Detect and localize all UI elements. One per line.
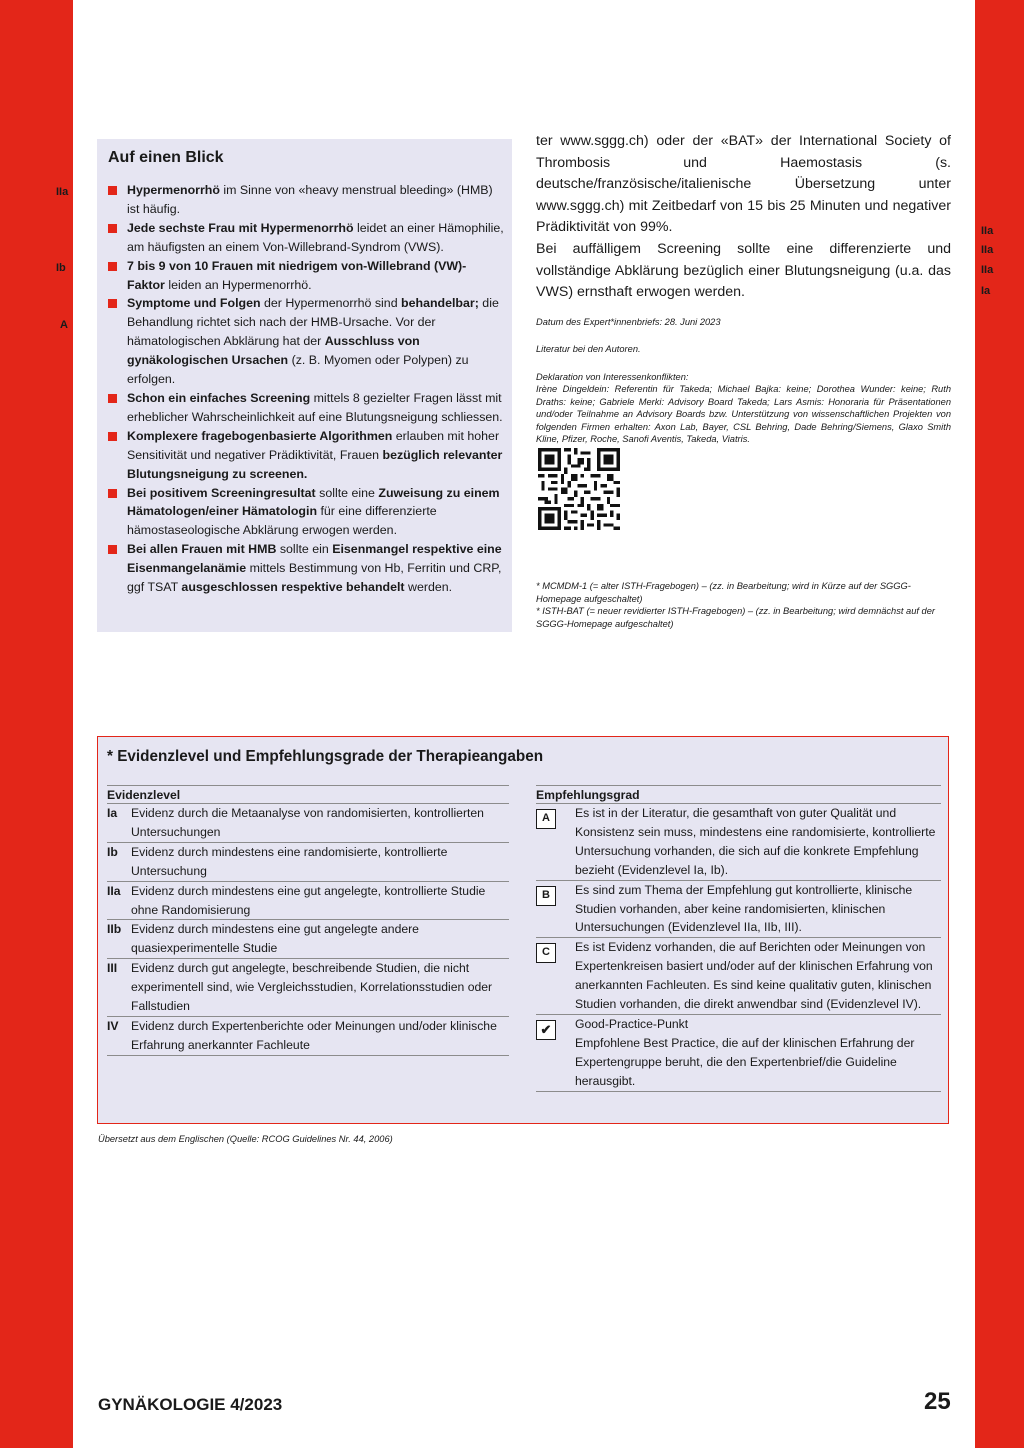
- list-item: Symptome und Folgen der Hypermenorrhö sind behandelbar; die Behandlung richtet sich nach der HMB-Ursache. Vor der hämatologischen Abklärung hat der Ausschluss von gynäkologischen Ursachen (z. B. Myomen oder Polypen) zu erfolgen.: [108, 294, 504, 389]
- table-row: C Es ist Evidenz vorhanden, die auf Berichten oder Meinungen von Expertenkreisen basiert und/oder auf der klinischen Erfahrung von anerkannten Fachleuten. Es sind keine qualitativ guten, klinischen Studien vorhanden, die direkt anwendbar sind (Evidenzlevel IV).: [536, 938, 941, 1015]
- table-row: IIa Evidenz durch mindestens eine gut angelegte, kontrollierte Studie ohne Randomisierung: [107, 882, 509, 921]
- declaration-text: Irène Dingeldein: Referentin für Takeda; Michael Bajka: keine; Dorothea Wunder: keine; Ruth Draths: keine; Gabriele Merki: Advisory Board Takeda; Lars Asmis: Honoraria für Präsentationen und/oder Teilnahme an Advisory Boards bzw. Unterstützung von wissenschaftlichen Projekten von folgenden Firmen erhalten: Axon Lab, Bayer, CSL Behring, Dade Behring/Siemens, Glaxo Smith Kline, Pfizer, Roche, Sanofi Aventis, Takeda, Viatris.: [536, 384, 951, 445]
- table-row: B Es sind zum Thema der Empfehlung gut kontrollierte, klinische Studien vorhanden, aber keine randomisierten, klinischen Untersuchungen (Evidenzlevel IIa, IIb, III).: [536, 881, 941, 939]
- evidence-caption: Übersetzt aus dem Englischen (Quelle: RCOG Guidelines Nr. 44, 2006): [98, 1134, 393, 1144]
- qr-code-icon[interactable]: [538, 448, 620, 530]
- bullet-square-icon: [108, 299, 117, 308]
- recommendation-grades-column: [536, 785, 941, 1092]
- list-item: Hypermenorrhö im Sinne von «heavy menstrual bleeding» (HMB) ist häufig.: [108, 181, 504, 219]
- bullet-square-icon: [108, 489, 117, 498]
- journal-footer: GYNÄKOLOGIE 4/2023: [98, 1395, 283, 1414]
- list-item: Komplexere fragebogenbasierte Algorithmen erlauben mit hoher Sensitivität und negativer Prädiktivität, Frauen bezüglich relevanter Blutungsneigung zu screenen.: [108, 427, 504, 484]
- recommendation-grades-header: Empfehlungsgrad: [536, 785, 941, 804]
- body-paragraph: Bei auffälligem Screening sollte eine differenzierte und vollständige Abklärung bezüglich einer Blutungsneigung (u.a. das VWS) ernsthaft erwogen werden.: [536, 240, 951, 301]
- summary-list: [108, 181, 504, 597]
- margin-tag: IIa: [56, 186, 69, 198]
- bullet-square-icon: [108, 394, 117, 403]
- table-row: Ib Evidenz durch mindestens eine randomisierte, kontrollierte Untersuchung: [107, 843, 509, 882]
- grade-badge: B: [536, 886, 556, 906]
- page-number: 25: [924, 1388, 951, 1415]
- table-row: ✔ Good-Practice-Punkt Empfohlene Best Practice, die auf der klinischen Erfahrung der Expertengruppe beruht, die den Expertenbrief/die Guideline herausgibt.: [536, 1015, 941, 1092]
- margin-tag: IIa: [981, 225, 994, 237]
- declaration-title: Deklaration von Interessenkonflikten:: [536, 371, 689, 382]
- footnote: * MCMDM-1 (= alter ISTH-Fragebogen) – (zz. in Bearbeitung; wird in Kürze auf der SGGG-Homepage aufgeschaltet): [536, 581, 911, 604]
- list-item: Bei positivem Screeningresultat sollte eine Zuweisung zu einem Hämatologen/einer Hämatologin für eine differenzierte hämostaseologische Abklärung erwogen werden.: [108, 484, 504, 541]
- margin-tag: Ia: [981, 285, 991, 297]
- body-paragraph: ter www.sggg.ch) oder der «BAT» der International Society of Thrombosis und Haemostasis (s. deutsche/französische/italienische Übersetzung unter www.sggg.ch) mit Zeitbedarf von 15 bis 25 Minuten und negativer Prädiktivität von 99%.: [536, 133, 951, 236]
- right-color-bar: [975, 0, 1024, 1448]
- bullet-square-icon: [108, 432, 117, 441]
- table-row: III Evidenz durch gut angelegte, beschreibende Studien, die nicht experimentell sind, wie Vergleichsstudien, Korrelationsstudien oder Fallstudien: [107, 959, 509, 1017]
- list-item: Schon ein einfaches Screening mittels 8 gezielter Fragen lässt mit erheblicher Wahrscheinlichkeit auf eine Blutungsneigung schliessen.: [108, 389, 504, 427]
- bullet-square-icon: [108, 545, 117, 554]
- footnotes: [536, 580, 951, 630]
- footnote: * ISTH-BAT (= neuer revidierter ISTH-Fragebogen) – (zz. in Bearbeitung; wird demnächst auf der SGGG-Homepage aufgeschaltet): [536, 606, 935, 629]
- table-row: A Es ist in der Literatur, die gesamthaft von guter Qualität und Konsistenz sein muss, mindestens eine randomisierte, kontrollierte Untersuchung vorhanden, die sich auf die konkrete Empfehlung bezieht (Evidenzlevel Ia, Ib).: [536, 804, 941, 881]
- summary-box: [97, 139, 512, 632]
- margin-tag: A: [60, 319, 68, 331]
- grade-badge: A: [536, 809, 556, 829]
- margin-tag: IIa: [981, 244, 994, 256]
- evidence-levels-header: Evidenzlevel: [107, 785, 509, 804]
- list-item: 7 bis 9 von 10 Frauen mit niedrigem von-Willebrand (VW)-Faktor leiden an Hypermenorrhö.: [108, 257, 504, 295]
- table-row: IIb Evidenz durch mindestens eine gut angelegte andere quasiexperimentelle Studie: [107, 920, 509, 959]
- list-item: Jede sechste Frau mit Hypermenorrhö leidet an einer Hämophilie, am häufigsten an einem Von-Willebrand-Syndrom (VWS).: [108, 219, 504, 257]
- evidence-levels-column: [107, 785, 509, 1056]
- table-row: Ia Evidenz durch die Metaanalyse von randomisierten, kontrollierten Untersuchungen: [107, 804, 509, 843]
- evidence-box: [97, 736, 949, 1124]
- left-color-bar: [0, 0, 73, 1448]
- list-item: Bei allen Frauen mit HMB sollte ein Eisenmangel respektive eine Eisenmangelanämie mittels Bestimmung von Hb, Ferritin und CRP, ggf TSAT ausgeschlossen respektive behandelt werden.: [108, 540, 504, 597]
- date-note: Datum des Expert*innenbriefs: 28. Juni 2023: [536, 316, 721, 327]
- grade-badge: C: [536, 943, 556, 963]
- margin-tag: IIa: [981, 264, 994, 276]
- bullet-square-icon: [108, 186, 117, 195]
- right-column: [536, 131, 951, 446]
- summary-title: Auf einen Blick: [108, 149, 224, 166]
- literature-note: Literatur bei den Autoren.: [536, 344, 641, 355]
- table-row: IV Evidenz durch Expertenberichte oder Meinungen und/oder klinische Erfahrung anerkannter Fachleute: [107, 1017, 509, 1056]
- bullet-square-icon: [108, 224, 117, 233]
- margin-tag: Ib: [56, 262, 66, 274]
- checkmark-icon: ✔: [536, 1020, 556, 1040]
- bullet-square-icon: [108, 262, 117, 271]
- evidence-title: * Evidenzlevel und Empfehlungsgrade der Therapieangaben: [107, 748, 544, 765]
